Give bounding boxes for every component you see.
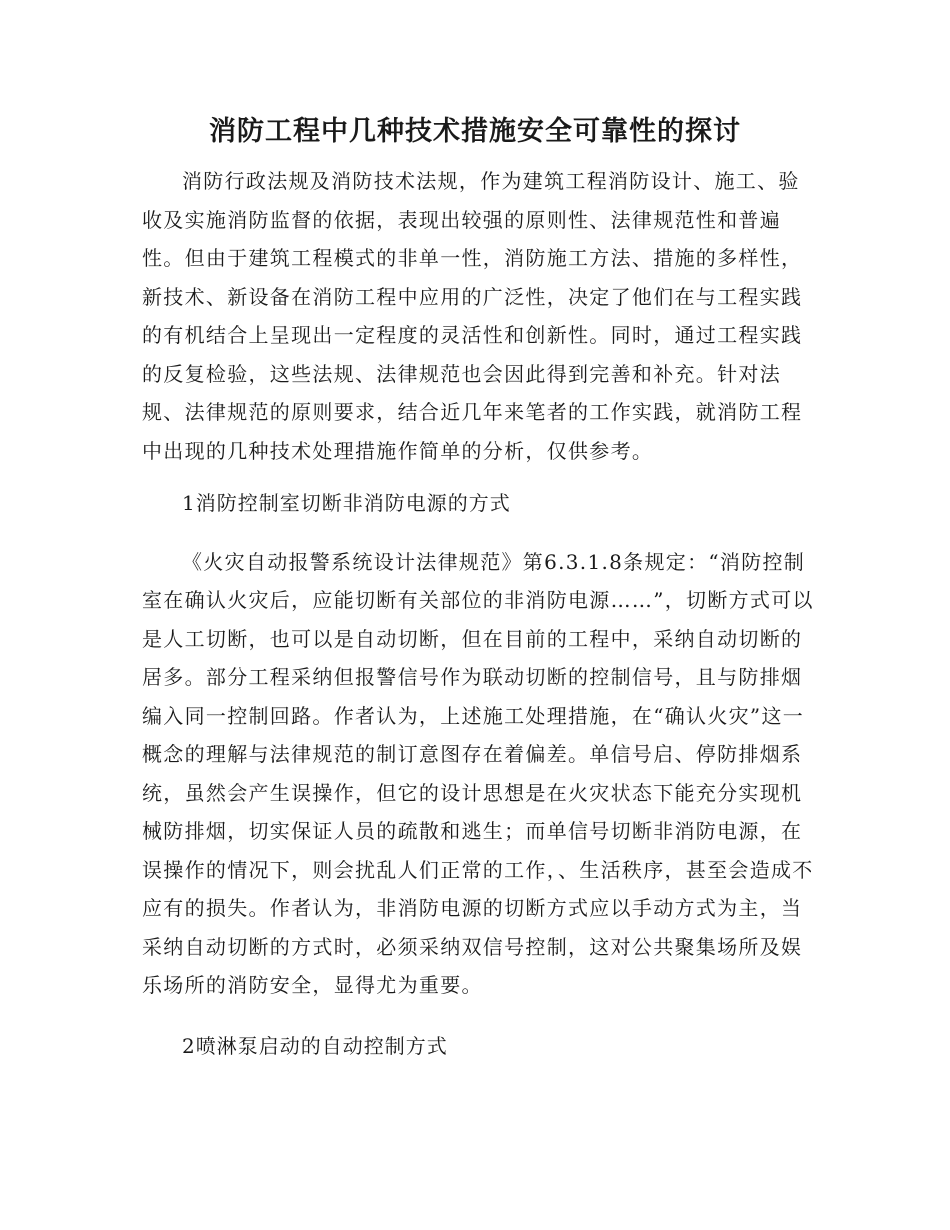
intro-paragraph: 消防行政法规及消防技术法规，作为建筑工程消防设计、施工、验收及实施消防监督的依据，表现出较强的原则性、法律规范性和普遍性。但由于建筑工程模式的非单一性，消防施工方法、措施的多样性，新技术、新设备在消防工程中应用的广泛性，决定了他们在与工程实践的有机结合上呈现出一定程度的灵活性和创新性。同时，通过工程实践的反复检验，这些法规、法律规范也会因此得到完善和补充。针对法规、法律规范的原则要求，结合近几年来笔者的工作实践，就消防工程中出现的几种技术处理措施作简单的分析，仅供参考。	[142, 169, 803, 463]
section-2-heading: 2喷淋泵启动的自动控制方式	[182, 1033, 448, 1058]
document-title: 消防工程中几种技术措施安全可靠性的探讨	[209, 116, 741, 147]
spacer	[142, 1005, 814, 1027]
spacer	[142, 523, 814, 543]
section-1-paragraph: 《火灾自动报警系统设计法律规范》第6.3.1.8条规定：“消防控制室在确认火灾后，应能切断有关部位的非消防电源……”，切断方式可以是人工切断，也可以是自动切断，但在目前的工程中，采纳自动切断的居多。部分工程采纳但报警信号作为联动切断的控制信号，且与防排烟编入同一控制回路。作者认为，上述施工处理措施，在“确认火灾”这一概念的理解与法律规范的制订意图存在着偏差。单信号启、停防排烟系统，虽然会产生误操作，但它的设计思想是在火灾状态下能充分实现机械防排烟，切实保证人员的疏散和逃生；而单信号切断非消防电源，在误操作的情况下，则会扰乱人们正常的工作，、生活秩序，甚至会造成不应有的损失。作者认为，非消防电源的切断方式应以手动方式为主，当采纳自动切断的方式时，必须采纳双信号控制，这对公共聚集场所及娱乐场所的消防安全，显得尤为重要。	[142, 549, 814, 997]
spacer	[142, 470, 814, 484]
section-1-heading: 1消防控制室切断非消防电源的方式	[182, 491, 511, 515]
document-body	[142, 162, 814, 1065]
